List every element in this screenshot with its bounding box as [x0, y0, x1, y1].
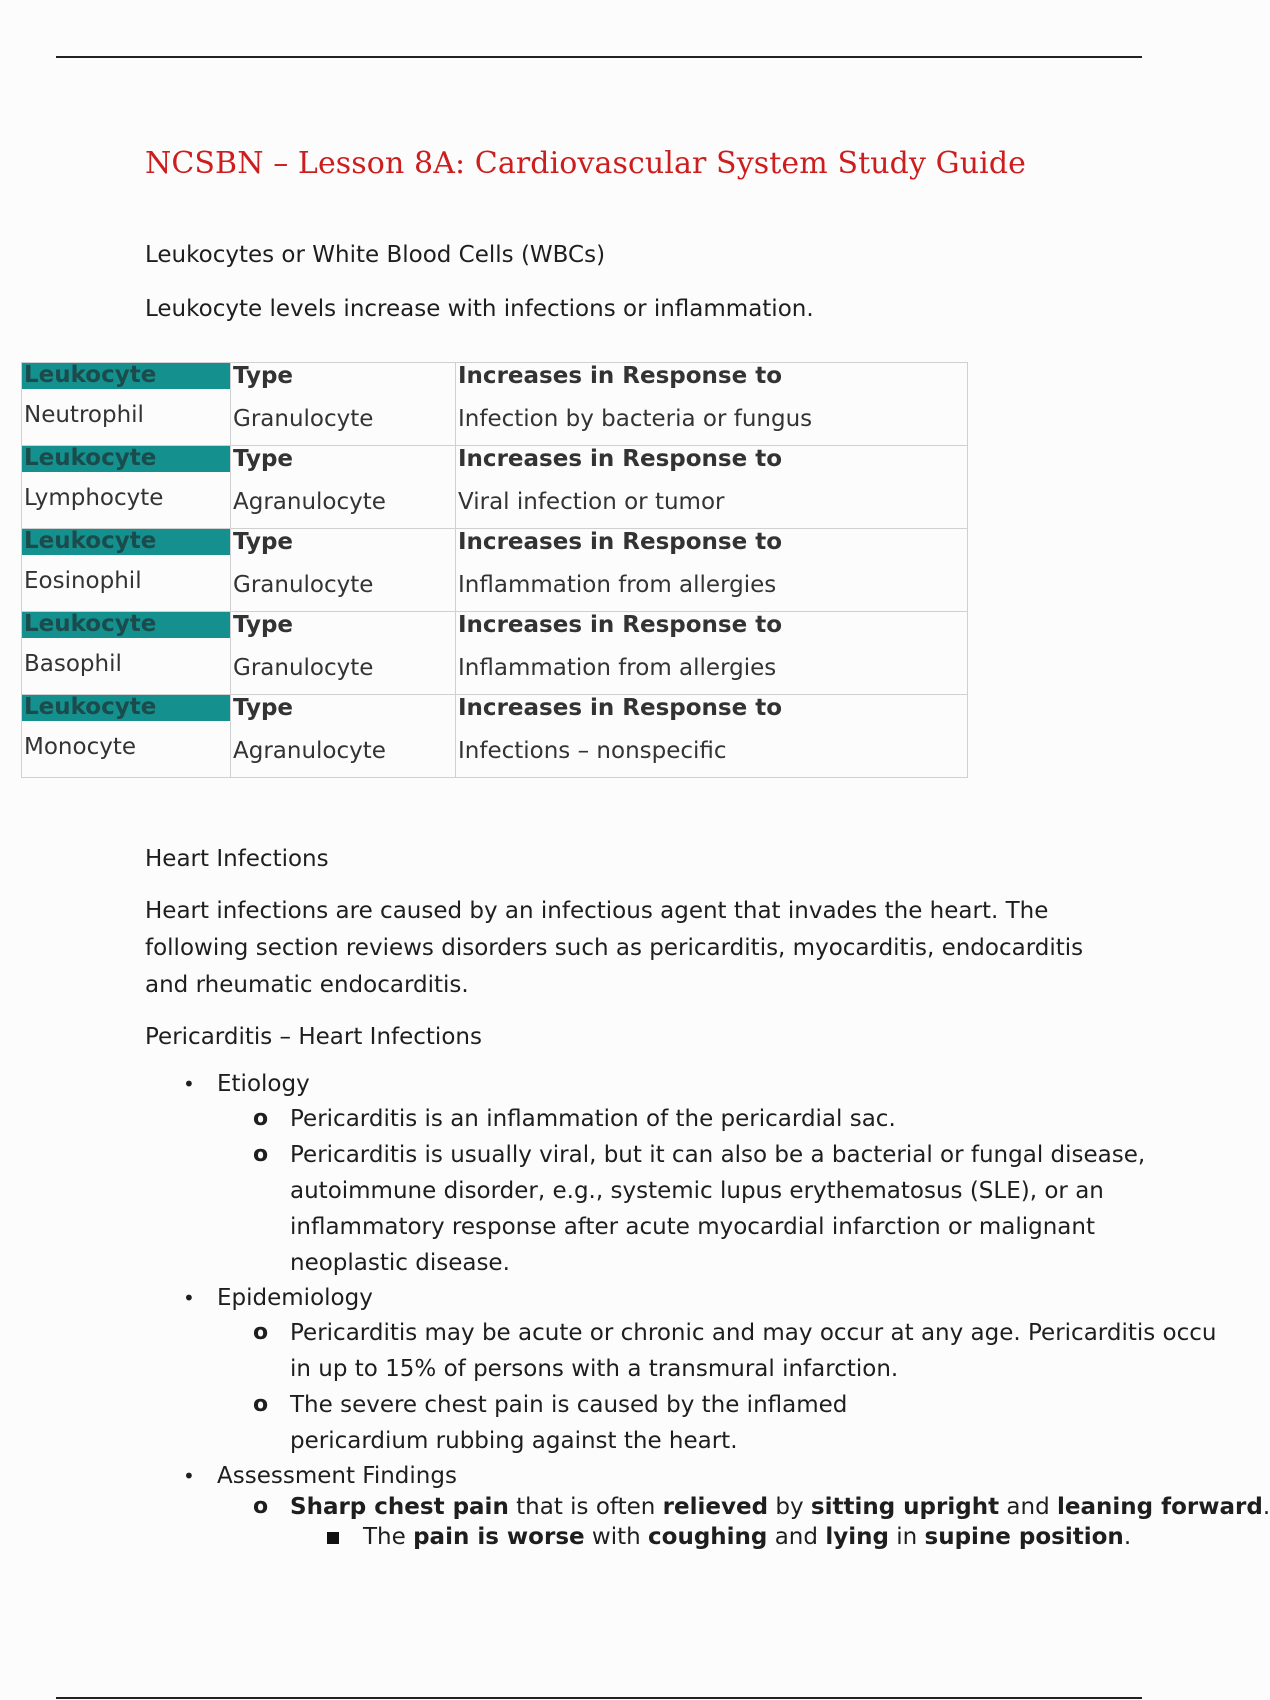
circle-bullet-icon: o: [253, 1320, 269, 1345]
section-heading-leukocytes: Leukocytes or White Blood Cells (WBCs): [145, 242, 606, 268]
cell-value: Viral infection or tumor: [458, 489, 725, 515]
column-header: Type: [233, 695, 294, 721]
square-bullet-icon: [327, 1532, 339, 1544]
column-header: Increases in Response to: [458, 612, 783, 638]
column-header: Increases in Response to: [458, 695, 783, 721]
table-row: [22, 612, 968, 695]
column-header: Type: [233, 446, 294, 472]
pericarditis-subheading: Pericarditis – Heart Infections: [145, 1024, 482, 1050]
table-cell: [231, 363, 456, 446]
table-cell: [231, 695, 456, 778]
list-item-assessment-1: o Sharp chest pain that is often relieved by sitting upright and leaning forward.: [253, 1494, 1270, 1520]
list-item-etiology: [145, 1067, 1200, 1101]
section-heading-heart-infections: Heart Infections: [145, 846, 329, 872]
column-header: Leukocyte: [22, 446, 230, 472]
table-cell: [231, 446, 456, 529]
column-header: Increases in Response to: [458, 446, 783, 472]
column-header: Leukocyte: [22, 363, 230, 389]
circle-bullet-icon: o: [253, 1392, 269, 1417]
heart-infections-intro: Heart infections are caused by an infectious agent that invades the heart. The following section reviews disorders such as pericarditis, myocarditis, endocarditis and rheumatic endocarditis.: [145, 898, 1084, 998]
table-cell: [456, 363, 968, 446]
pericarditis-outline: [145, 1067, 1270, 1553]
circle-bullet-icon: o: [253, 1494, 269, 1519]
list-item-assessment-1a: The pain is worse with coughing and lying in supine position.: [145, 1521, 1200, 1553]
column-header: Leukocyte: [22, 695, 230, 721]
column-header: Type: [233, 363, 294, 389]
column-header: Increases in Response to: [458, 529, 783, 555]
table-row: [22, 695, 968, 778]
cell-value: Agranulocyte: [233, 738, 386, 764]
table-cell: [456, 612, 968, 695]
cell-value: Basophil: [24, 651, 122, 677]
cell-value: Monocyte: [24, 734, 136, 760]
table-cell: [22, 363, 231, 446]
list-item-epidemiology-2: o The severe chest pain is caused by the inflamed pericardium rubbing against the heart.: [145, 1387, 980, 1459]
bullet-icon: •: [183, 1464, 195, 1488]
cell-value: Agranulocyte: [233, 489, 386, 515]
cell-value: Inflammation from allergies: [458, 572, 777, 598]
table-cell: [22, 529, 231, 612]
table-cell: [22, 446, 231, 529]
table-cell: [456, 695, 968, 778]
column-header: Type: [233, 529, 294, 555]
cell-value: Neutrophil: [24, 402, 144, 428]
column-header: Leukocyte: [22, 612, 230, 638]
bullet-icon: •: [183, 1286, 195, 1310]
table-row: [22, 529, 968, 612]
cell-value: Infections – nonspecific: [458, 738, 727, 764]
table-cell: [231, 612, 456, 695]
cell-value: Eosinophil: [24, 568, 142, 594]
table-row: [22, 446, 968, 529]
page-title: NCSBN – Lesson 8A: Cardiovascular System Study Guide: [145, 146, 1027, 181]
etiology-label: Etiology: [217, 1071, 310, 1097]
list-item-etiology-1: o Pericarditis is an inflammation of the pericardial sac.: [145, 1101, 1200, 1137]
table-cell: [22, 695, 231, 778]
column-header: Leukocyte: [22, 529, 230, 555]
cell-value: Inflammation from allergies: [458, 655, 777, 681]
cell-value: Infection by bacteria or fungus: [458, 406, 813, 432]
assessment-label: Assessment Findings: [217, 1463, 457, 1489]
cell-value: Granulocyte: [233, 655, 374, 681]
table-cell: [456, 446, 968, 529]
header-rule: [56, 56, 1142, 58]
list-item-assessment: [145, 1459, 1200, 1493]
column-header: Type: [233, 612, 294, 638]
list-item-epidemiology-1: o Pericarditis may be acute or chronic and may occur at any age. Pericarditis occu in up to 15% of persons with a transmural infarction.: [145, 1315, 1200, 1387]
footer-rule: [56, 1697, 1142, 1699]
cell-value: Lymphocyte: [24, 485, 164, 511]
leukocyte-table: [21, 362, 968, 778]
epidemiology-label: Epidemiology: [217, 1285, 373, 1311]
circle-bullet-icon: o: [253, 1142, 269, 1167]
column-header: Increases in Response to: [458, 363, 783, 389]
cell-value: Granulocyte: [233, 406, 374, 432]
table-cell: [231, 529, 456, 612]
section-intro-leukocytes: Leukocyte levels increase with infections or inflammation.: [145, 296, 814, 322]
table-row: [22, 363, 968, 446]
bullet-icon: •: [183, 1072, 195, 1096]
circle-bullet-icon: o: [253, 1106, 269, 1131]
table-cell: [456, 529, 968, 612]
cell-value: Granulocyte: [233, 572, 374, 598]
list-item-epidemiology: [145, 1281, 1200, 1315]
table-cell: [22, 612, 231, 695]
list-item-etiology-2: o Pericarditis is usually viral, but it can also be a bacterial or fungal disease, autoimmune disorder, e.g., systemic lupus erythematosus (SLE), or an inflammatory response after acute myocardial infarction or malignant neoplastic disease.: [145, 1137, 1195, 1281]
